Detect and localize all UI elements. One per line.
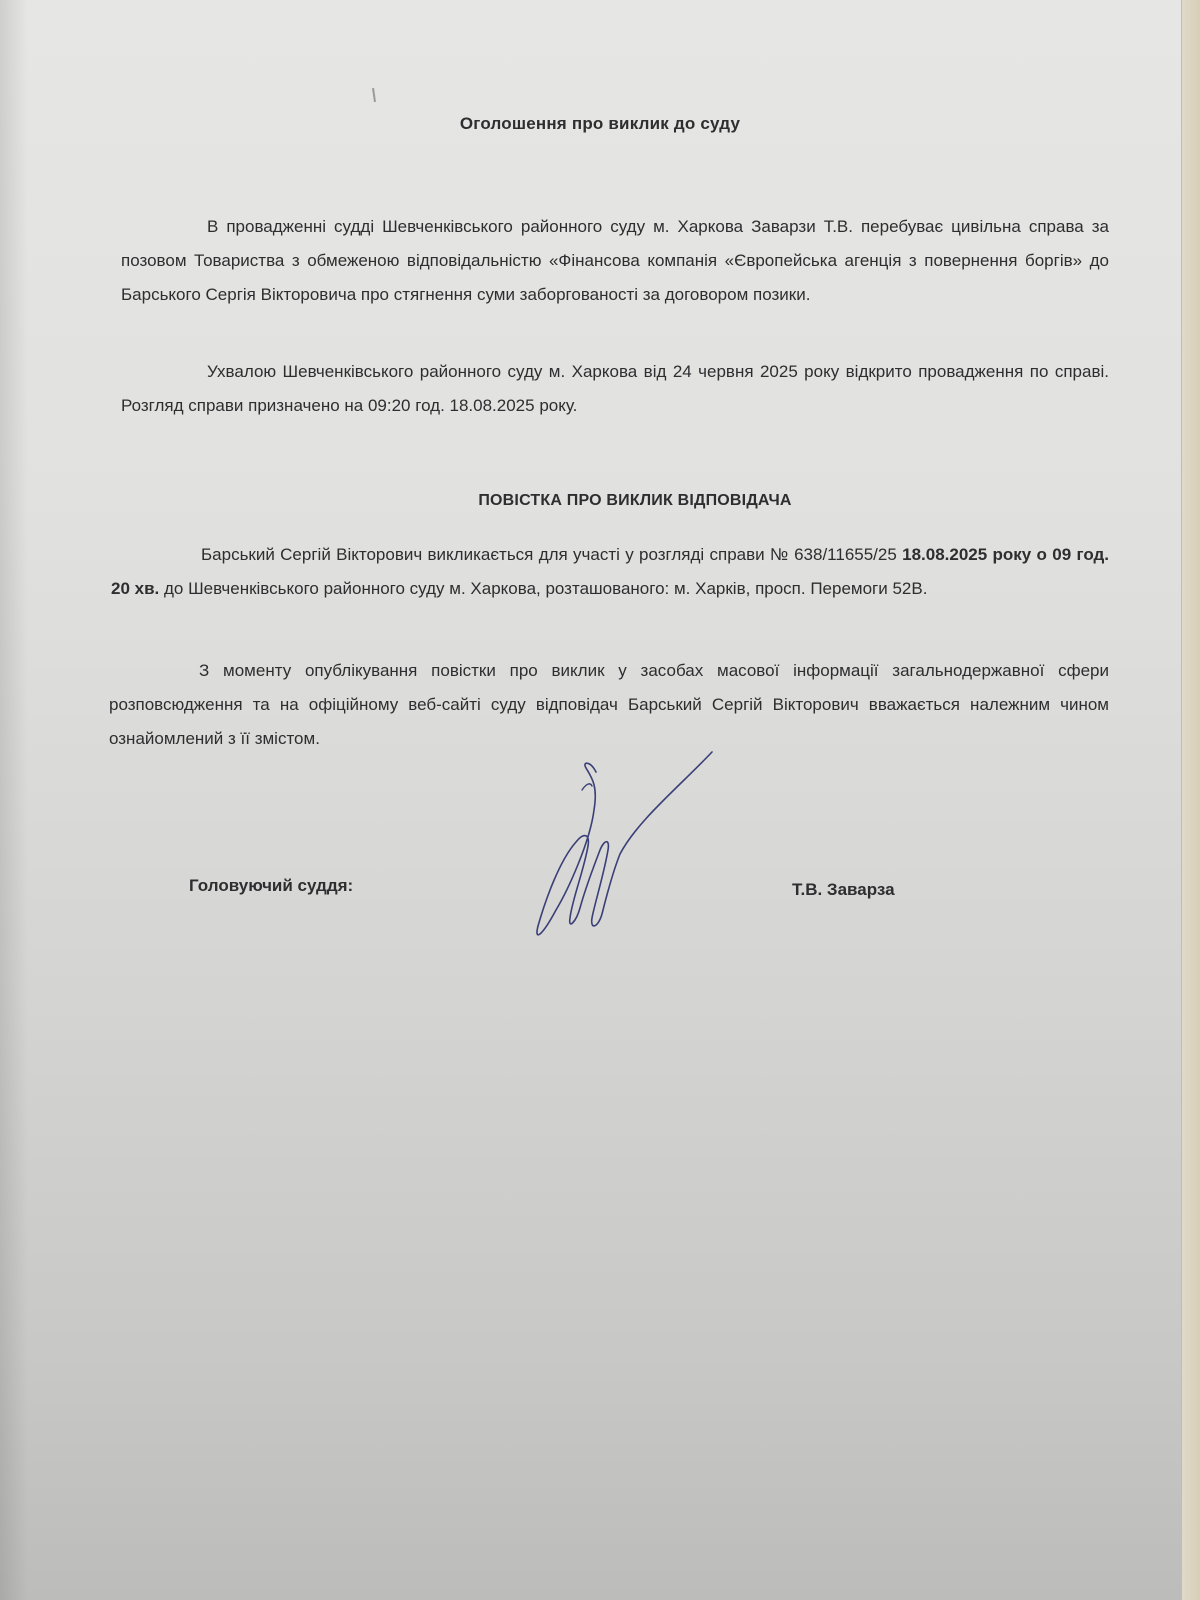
background-edge <box>1181 0 1200 1600</box>
paper-mark <box>372 88 376 102</box>
paragraph-summons <box>111 538 1109 606</box>
paragraph-notice: З моменту опублікування повістки про виклик у засобах масової інформації загальнодержавної сфери розповсюдження та на офіційному веб-сайті суду відповідач Барський Сергій Вікторович вважається належним чином ознайомлений з її змістом. <box>109 661 1109 748</box>
paragraph-ruling: Ухвалою Шевченківського районного суду м. Харкова від 24 червня 2025 року відкрито провадження по справі. Розгляд справи призначено на 09:20 год. 18.08.2025 року. <box>121 362 1109 415</box>
signature-label: Головуючий суддя: <box>189 876 354 895</box>
handwritten-signature-icon <box>520 750 740 960</box>
summons-heading: ПОВІСТКА ПРО ВИКЛИК ВІДПОВІДАЧА <box>478 492 792 509</box>
document-title: Оголошення про виклик до суду <box>459 114 741 133</box>
paragraph-case-description: В провадженні судді Шевченківського районного суду м. Харкова Заварзи Т.В. перебуває цивільна справа за позовом Товариства з обмеженою відповідальністю «Фінансова компанія «Європейська агенція з повернення боргів» до Барського Сергія Вікторовича про стягнення суми заборгованості за договором позики. <box>121 217 1109 304</box>
summons-text-part2: до Шевченківського районного суду м. Харкова, розташованого: м. Харків, просп. Перемоги 52В. <box>159 579 928 598</box>
judge-name: Т.В. Заварза <box>792 880 895 899</box>
summons-text-part1: Барський Сергій Вікторович викликається для участі у розгляді справи № 638/11655/25 <box>201 545 903 564</box>
summons-datetime: 18.08.2025 року о 09 год. 20 хв. <box>111 545 1109 598</box>
